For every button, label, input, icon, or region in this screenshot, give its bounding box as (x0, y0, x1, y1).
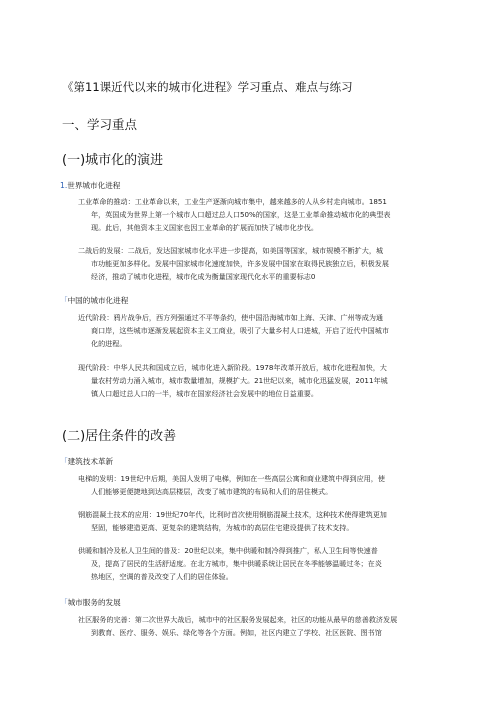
document-title: 《第11课近代以来的城市化进程》学习重点、难点与练习 (62, 80, 353, 94)
paragraph-line: 工业革命的推动：工业革命以来，工业生产逐渐向城市集中，越来越多的人从乡村走向城市。1851 (78, 197, 387, 206)
paragraph-line: 社区服务的完善：第二次世界大战后，城市中的社区服务发展起来，社区的功能从最早的慈善救济发展 (78, 615, 398, 624)
paragraph-heating-cooling (78, 544, 448, 583)
topic-marker: 1. (60, 181, 68, 190)
topic-city-services (60, 597, 121, 608)
paragraph-line: 近代阶段：鸦片战争后，西方列强通过不平等条约，使中国沿海城市如上海、天津、广州等成为通 (78, 313, 384, 322)
paragraph-line: 量农村劳动力涌入城市，城市数量增加，规模扩大。21世纪以来，城市化迅猛发展，2011年城 (91, 376, 388, 385)
paragraph-line: 电梯的发明：19世纪中后期，美国人发明了电梯，例如在一些高层公寓和商业建筑中得到应用，使 (78, 474, 385, 483)
paragraph-line: 坚固，能够建造更高、更复杂的建筑结构，为城市的高层住宅建设提供了技术支持。 (91, 523, 354, 532)
paragraph-reinforced-concrete (78, 508, 448, 534)
paragraph-industrial-revolution (78, 195, 448, 234)
subsection-heading-urbanization: (一)城市化的演进 (62, 153, 164, 168)
subsection-heading-living-conditions: (二)居住条件的改善 (62, 429, 177, 444)
paragraph-community-services (78, 613, 448, 639)
paragraph-elevator (78, 472, 448, 498)
topic-construction-technology (60, 456, 113, 467)
topic-label: 建筑技术革新 (67, 457, 114, 466)
paragraph-line: 供暖和制冷及私人卫生间的普及：20世纪以来，集中供暖和制冷得到推广，私人卫生间等快速普 (78, 546, 378, 555)
topic-label: 城市服务的发展 (67, 598, 121, 607)
paragraph-contemporary-period (78, 361, 448, 400)
topic-marker: 「 (60, 296, 68, 305)
paragraph-line: 及，提高了居民的生活舒适度。在北方城市，集中供暖系统让居民在冬季能够温暖过冬；在炎 (91, 559, 382, 568)
topic-label: 世界城市化进程 (67, 181, 121, 190)
paragraph-modern-period (78, 311, 448, 350)
paragraph-line: 到教育、医疗、服务、娱乐、绿化等各个方面。例如，社区内建立了学校、社区医院、图书馆 (91, 628, 382, 637)
paragraph-line: 钢筋混凝土技术的应用：19世纪70年代，比利时首次使用钢筋混凝土技术，这种技术使得建筑更加 (78, 510, 387, 519)
paragraph-line: 现代阶段：中华人民共和国成立后，城市化进入新阶段。1978年改革开放后，城市化进程加快，大 (78, 363, 387, 372)
paragraph-postwar-development (78, 244, 448, 283)
paragraph-line: 二战后的发展：二战后，发达国家城市化水平进一步提高，如美国等国家，城市规模不断扩大，城 (78, 246, 384, 255)
paragraph-line: 现。此后，其他资本主义国家也因工业革命的扩展而加快了城市化步伐。 (91, 223, 318, 232)
topic-label: 中国的城市化进程 (67, 296, 129, 305)
topic-marker: 「 (60, 457, 68, 466)
paragraph-line: 人们能够更便捷地到达高层楼层，改变了城市建筑的布局和人们的居住模式。 (91, 487, 333, 496)
topic-world-urbanization (60, 180, 120, 191)
paragraph-line: 化的进程。 (91, 339, 127, 348)
topic-marker: 「 (60, 598, 68, 607)
topic-china-urbanization (60, 295, 128, 306)
paragraph-line: 年，英国成为世界上第一个城市人口超过总人口50%的国家，这是工业革命推动城市化的典型表 (91, 210, 391, 219)
section-heading-key-points: 一、学习重点 (62, 117, 138, 132)
paragraph-line: 镇人口超过总人口的一半，城市在国家经济社会发展中的地位日益重要。 (91, 389, 318, 398)
paragraph-line: 热地区，空调的普及改变了人们的居住体验。 (91, 572, 233, 581)
paragraph-line: 经济，推动了城市化进程，城市化成为衡量国家现代化水平的重要标志0 (91, 272, 316, 281)
paragraph-line: 市功能更加多样化。发展中国家城市化速度加快，许多发展中国家在取得民族独立后，积极发展 (91, 259, 389, 268)
paragraph-line: 商口岸，这些城市逐渐发展起资本主义工商业，吸引了大量乡村人口进城，开启了近代中国城市 (91, 326, 389, 335)
